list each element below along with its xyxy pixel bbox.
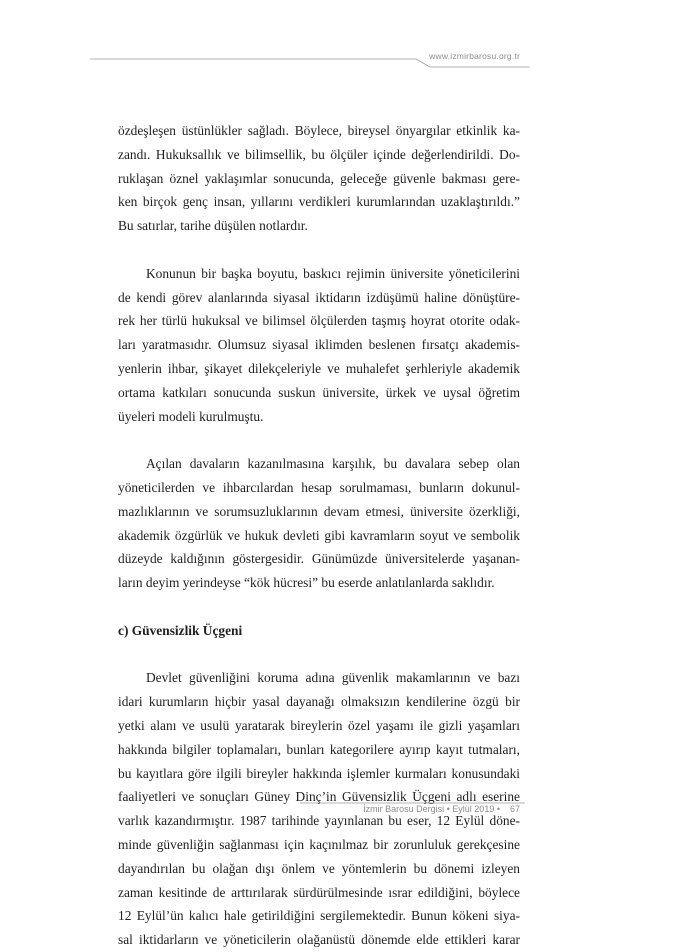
text-line: ruklaşan öznel yaklaşımlar sonucunda, geleceğe güvenle bakması gere- — [118, 170, 520, 186]
text-line: Açılan davaların kazanılmasına karşılık, bu davalara sebep olan — [146, 456, 520, 472]
section-heading: c) Güvensizlik Üçgeni — [118, 622, 243, 638]
text-line: ların deyim yerindeyse “kök hücresi” bu eserde anlatılanlarda saklıdır. — [118, 575, 495, 591]
text-line: sal iktidarların ve yöneticilerin olağanüstü dönemde elde ettikleri karar — [118, 932, 520, 948]
text-line: ortama katkıları sonucunda suskun üniversite, ürkek ve uysal öğretim — [118, 384, 520, 400]
footer-info — [363, 804, 520, 814]
text-line: üyeleri modeli kurulmuştu. — [118, 408, 264, 424]
text-line: bu kayıtlara göre ilgili bireyler hakkında işlemler kurmaları konusundaki — [118, 765, 520, 781]
journal-name: İzmir Barosu Dergisi • Eylül 2019 • — [363, 804, 500, 814]
text-line: minde güvenliğin sağlanması için kaçınılmaz bir zorunluluk gerekçesine — [118, 836, 520, 852]
page-body — [118, 119, 520, 952]
paragraph-3 — [118, 452, 520, 595]
text-line: yenlerin ihbar, şikayet dilekçeleriyle ve muhalefet şerhleriyle akademik — [118, 360, 520, 376]
text-line: Devlet güvenliğini koruma adına güvenlik makamlarının ve bazı — [146, 670, 520, 686]
text-line: yöneticilerden ve ihbarcılardan hesap sorulmaması, bunların dokunul- — [118, 479, 520, 495]
page-footer — [300, 802, 520, 824]
text-line: hakkında bilgiler toplamaları, bunları kategorilere ayırıp kayıt tutmaları, — [118, 741, 520, 757]
paragraph-1 — [118, 119, 520, 238]
text-line: ları yaratmasıdır. Olumsuz siyasal iklimden beslenen fırsatçı akademis- — [118, 337, 520, 353]
text-line: Konunun bir başka boyutu, baskıcı rejimin üniversite yöneticilerini — [146, 265, 520, 281]
text-line: yetki alanı ve usulü yaratarak bireylerin özel yaşamı ile gizli yaşamları — [118, 717, 520, 733]
text-line: dayandırılan bu olağan dışı önlem ve yöntemlerin bu dönemi izleyen — [118, 860, 520, 876]
text-line: varlık kazandırmıştır. 1987 tarihinde yayınlanan bu eser, 12 Eylül döne- — [118, 813, 520, 829]
page-number: 67 — [509, 804, 520, 814]
text-line: Bu satırlar, tarihe düşülen notlardır. — [118, 218, 308, 234]
text-line: zandı. Hukuksallık ve bilimsellik, bu ölçüler içinde değerlendirildi. Do- — [118, 146, 520, 162]
text-line: 12 Eylül’ün kalıcı hale getirildiğini sergilemektedir. Bunun kökeni siya- — [118, 908, 520, 924]
text-line: özdeşleşen üstünlükler sağladı. Böylece, bireysel önyargılar etkinlik ka- — [118, 123, 520, 138]
text-line: akademik özgürlük ve hukuk devleti gibi kavramların soyut ve sembolik — [118, 527, 520, 543]
text-line: ken birçok genç insan, yıllarını verdikleri kurumlarından uzaklaştırıldı.” — [118, 194, 520, 210]
text-line: mazlıklarının ve sorumsuzluklarının devam etmesi, üniversite özerkliği, — [118, 503, 520, 519]
paragraph-2 — [118, 262, 520, 429]
text-line: faaliyetleri ve sonuçları Güney Dinç’in Güvensizlik Üçgeni adlı eserine — [118, 789, 520, 805]
text-line: de kendi görev alanlarında siyasal iktidarın izdüşümü haline dönüştüre- — [118, 289, 520, 305]
text-line: düzeyde kaldığının göstergesidir. Günümüzde üniversitelerde yaşanan- — [118, 551, 520, 567]
text-line: idari kurumların hiçbir yasal dayanağı olmaksızın kendilerine özgü bir — [118, 694, 520, 710]
text-line: zaman kesitinde de arttırılarak sürdürülmesinde ısrar edildiğini, böylece — [118, 884, 520, 900]
website-url: www.izmirbarosu.org.tr — [429, 51, 520, 61]
text-line: rek her türlü hukuksal ve bilimsel ölçülerden taşmış hoyrat otorite odak- — [118, 313, 520, 329]
